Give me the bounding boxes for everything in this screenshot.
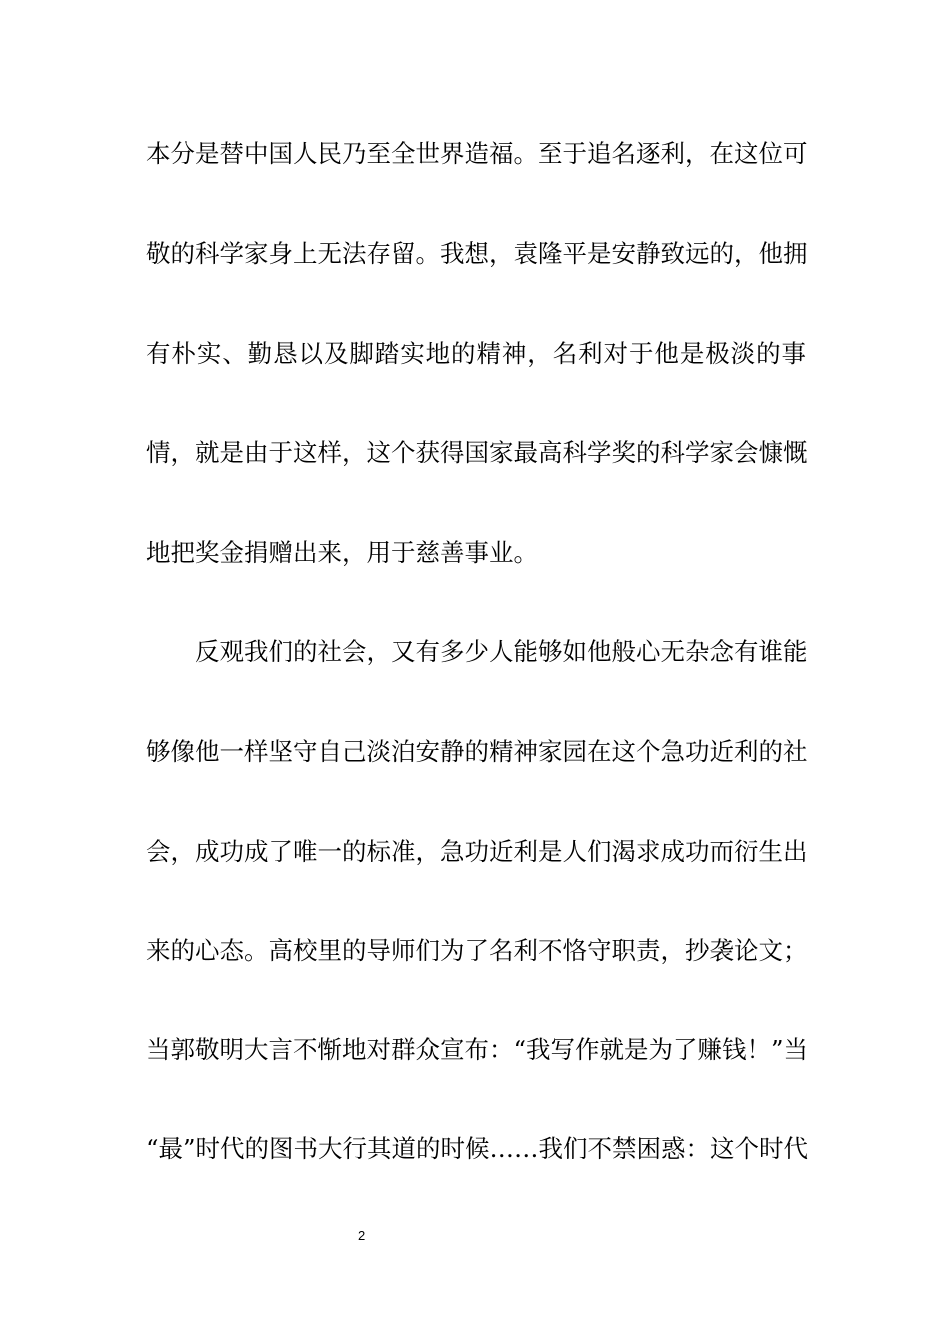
text-line-2: 敬的科学家身上无法存留。我想，袁隆平是安静致远的，他拥 [146, 239, 808, 268]
text-line-4: 情，就是由于这样，这个获得国家最高科学奖的科学家会慷慨 [146, 438, 808, 467]
text-line-5: 地把奖金捐赠出来，用于慈善事业。 [146, 538, 538, 567]
text-line-3: 有朴实、勤恳以及脚踏实地的精神，名利对于他是极淡的事 [146, 339, 806, 368]
page-number: 2 [358, 1228, 366, 1243]
text-line-1: 本分是替中国人民乃至全世界造福。至于追名逐利，在这位可 [146, 139, 808, 168]
text-line-9: 来的心态。高校里的导师们为了名利不恪守职责，抄袭论文； [146, 936, 808, 965]
text-line-7: 够像他一样坚守自己淡泊安静的精神家园在这个急功近利的社 [146, 737, 808, 766]
text-line-6: 反观我们的社会，又有多少人能够如他般心无杂念有谁能 [195, 637, 808, 666]
text-line-10: 当郭敬明大言不惭地对群众宣布：“我写作就是为了赚钱！”当 [146, 1035, 809, 1064]
text-line-8: 会，成功成了唯一的标准，急功近利是人们渴求成功而衍生出 [146, 837, 808, 866]
text-line-11: “最”时代的图书大行其道的时候……我们不禁困惑：这个时代 [146, 1134, 809, 1163]
